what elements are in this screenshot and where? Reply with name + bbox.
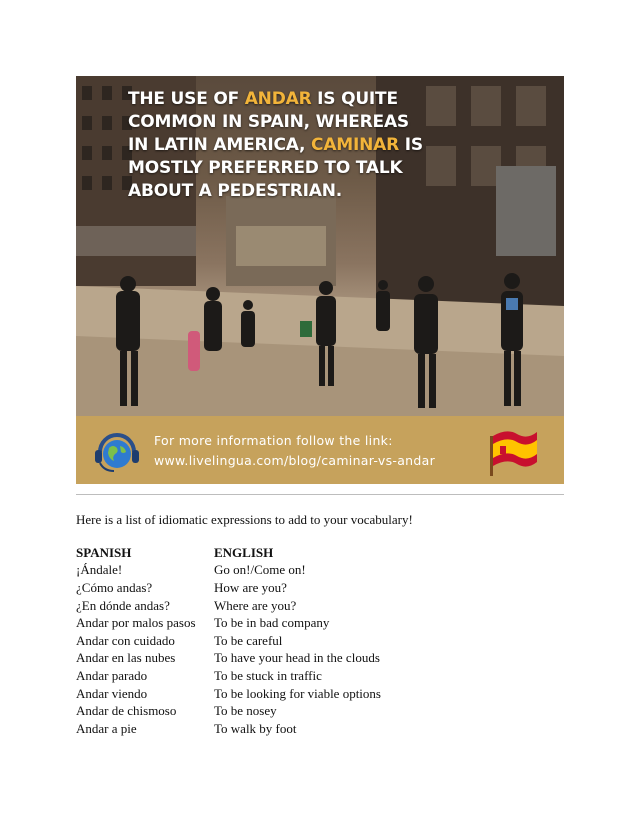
spanish-cell: Andar con cuidado: [76, 632, 175, 648]
english-cell: Where are you?: [214, 597, 297, 613]
column-header-spanish: SPANISH: [76, 544, 132, 560]
headset-globe-icon: [92, 426, 142, 476]
spanish-cell: Andar a pie: [76, 720, 137, 736]
table-row: [76, 720, 381, 738]
table-row: [76, 702, 381, 720]
spanish-cell: Andar en las nubes: [76, 650, 176, 666]
english-cell: To have your head in the clouds: [214, 650, 380, 666]
spanish-cell: Andar de chismoso: [76, 703, 177, 719]
banner-footer: [76, 416, 564, 484]
spanish-cell: Andar por malos pasos: [76, 615, 196, 631]
table-row: [76, 614, 381, 632]
table-row: [76, 650, 381, 668]
english-cell: To be looking for viable options: [214, 685, 381, 701]
english-cell: To walk by foot: [214, 720, 297, 736]
spain-flag-icon: [486, 422, 538, 478]
english-cell: To be stuck in traffic: [214, 667, 322, 683]
spanish-cell: Andar viendo: [76, 685, 148, 701]
banner-headline: THE USE OF ANDAR IS QUITE COMMON IN SPAIN, WHEREAS IN LATIN AMERICA, CAMINAR IS MOSTLY PREFERRED TO TALK ABOUT A PEDESTRIAN.: [128, 89, 423, 201]
table-row: [76, 579, 381, 597]
vocabulary-table: [76, 544, 381, 738]
english-cell: How are you?: [214, 579, 287, 595]
intro-text: Here is a list of idiomatic expressions to add to your vocabulary!: [76, 512, 413, 527]
info-text: For more information follow the link:: [154, 433, 393, 448]
table-header-row: [76, 544, 381, 562]
table-row: [76, 562, 381, 580]
english-cell: To be careful: [214, 632, 283, 648]
spanish-cell: ¿En dónde andas?: [76, 597, 170, 613]
table-row: [76, 597, 381, 615]
english-cell: To be in bad company: [214, 615, 330, 631]
table-row: [76, 632, 381, 650]
table-row: [76, 685, 381, 703]
english-cell: Go on!/Come on!: [214, 562, 306, 578]
table-row: [76, 667, 381, 685]
english-cell: To be nosey: [214, 703, 277, 719]
spanish-cell: ¿Cómo andas?: [76, 579, 153, 595]
spanish-cell: ¡Ándale!: [76, 562, 123, 578]
promo-banner: [76, 76, 564, 484]
blog-link[interactable]: www.livelingua.com/blog/caminar-vs-andar: [154, 453, 436, 468]
spanish-cell: Andar parado: [76, 667, 148, 683]
column-header-english: ENGLISH: [214, 544, 274, 560]
section-divider: [76, 494, 564, 495]
street-photo: [76, 76, 564, 416]
